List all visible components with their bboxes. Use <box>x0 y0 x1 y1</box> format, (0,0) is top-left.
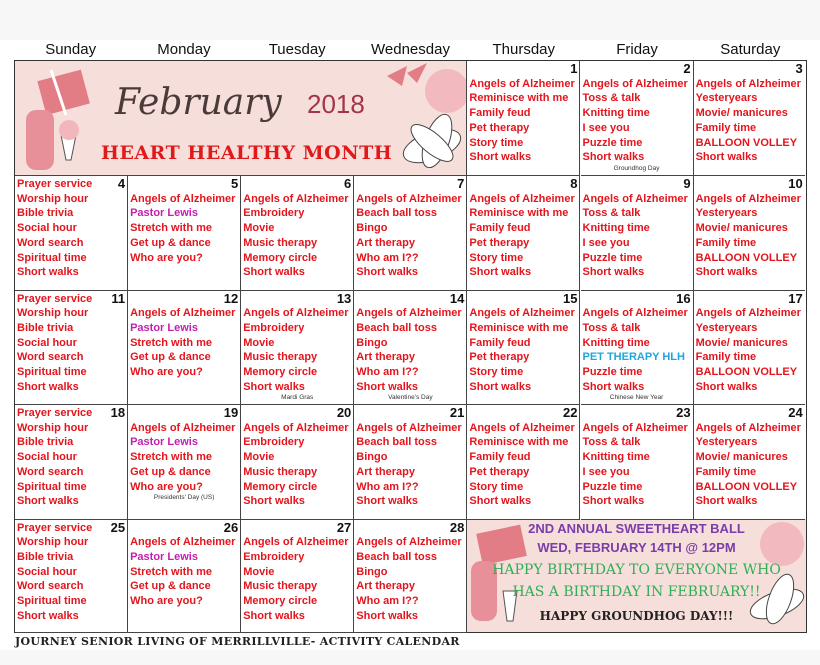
day-number: 13 <box>336 290 352 306</box>
activity-item: Word search <box>17 236 84 249</box>
activity-item: Who am I?? <box>356 480 419 493</box>
activity-item: Angels of Alzheimer <box>582 307 688 320</box>
activity-item: Worship hour <box>17 307 89 320</box>
day-cell-11[interactable] <box>15 291 128 406</box>
activity-item: Social hour <box>17 222 77 235</box>
activity-item: BALLOON VOLLEY <box>695 251 798 264</box>
activity-item: Art therapy <box>356 465 415 478</box>
day-header-thursday: Thursday <box>492 41 556 58</box>
activity-item: Worship hour <box>17 192 89 205</box>
activity-item: Family feud <box>469 222 531 235</box>
activity-item: Angels of Alzheimer <box>243 192 349 205</box>
activity-item: Angels of Alzheimer <box>469 421 575 434</box>
activity-item: Puzzle time <box>582 251 643 264</box>
activity-item: BALLOON VOLLEY <box>695 480 798 493</box>
day-cell-10[interactable] <box>694 176 805 291</box>
activity-item: Memory circle <box>243 480 318 493</box>
day-number: 7 <box>457 176 465 191</box>
activity-item: Movie <box>243 336 275 349</box>
day-cell-4[interactable] <box>15 176 128 291</box>
activity-item: Family feud <box>469 451 531 464</box>
day-cell-28[interactable] <box>354 520 467 633</box>
day-cell-17[interactable] <box>694 291 805 406</box>
activity-item: Beach ball toss <box>356 321 437 334</box>
activity-item: Angels of Alzheimer <box>130 421 236 434</box>
activity-item: Angels of Alzheimer <box>695 192 801 205</box>
activity-item: Angels of Alzheimer <box>695 77 801 90</box>
activity-item: Angels of Alzheimer <box>695 307 801 320</box>
day-number: 17 <box>788 290 803 306</box>
activity-item: Puzzle time <box>582 480 643 493</box>
activity-item: Knitting time <box>582 222 650 235</box>
day-cell-19[interactable] <box>128 405 241 520</box>
groundhog-message: HAPPY GROUNDHOG DAY!!! <box>539 609 734 623</box>
activity-item: Angels of Alzheimer <box>582 421 688 434</box>
activity-item: Toss & talk <box>582 207 641 220</box>
activity-item: Pastor Lewis <box>130 207 198 220</box>
activity-item: Stretch with me <box>130 451 212 464</box>
day-cell-8[interactable] <box>467 176 580 291</box>
holiday-note: Groundhog Day <box>613 164 660 172</box>
holiday-note: Chinese New Year <box>609 394 664 402</box>
activity-item: Short walks <box>582 380 645 393</box>
day-number: 28 <box>449 519 465 535</box>
activity-item: Angels of Alzheimer <box>243 421 349 434</box>
activity-item: Toss & talk <box>582 436 641 449</box>
day-header-friday: Friday <box>616 41 658 58</box>
activity-item: Get up & dance <box>130 465 211 478</box>
days-of-week-header <box>14 40 807 60</box>
activity-item: Family feud <box>469 107 531 120</box>
activity-item: Family time <box>695 351 757 364</box>
activity-item: Who am I?? <box>356 595 419 608</box>
day-number: 10 <box>788 176 803 191</box>
activity-item: Story time <box>469 136 524 149</box>
activity-item: Word search <box>17 351 84 364</box>
day-number: 16 <box>676 290 691 306</box>
activity-item: Angels of Alzheimer <box>695 421 801 434</box>
day-number: 18 <box>110 405 126 420</box>
activity-item: Angels of Alzheimer <box>582 77 688 90</box>
activity-item: Spiritual time <box>17 366 87 379</box>
activity-item: Who are you? <box>130 251 203 264</box>
activity-item: Music therapy <box>243 351 318 364</box>
day-header-wednesday: Wednesday <box>371 41 450 58</box>
activity-item: Knitting time <box>582 451 650 464</box>
activity-item: Prayer service <box>17 292 93 305</box>
day-number: 1 <box>570 61 578 76</box>
activity-item: Social hour <box>17 336 77 349</box>
activity-item: Movie/ manicures <box>695 451 788 464</box>
activity-item: Short walks <box>17 266 79 279</box>
activity-item: Short walks <box>356 495 419 508</box>
day-number: 15 <box>563 290 578 306</box>
activity-item: I see you <box>582 236 630 249</box>
calendar-grid <box>14 60 807 633</box>
activity-item: Prayer service <box>17 407 93 419</box>
activity-item: Movie/ manicures <box>695 222 788 235</box>
day-cell-14[interactable] <box>354 291 467 406</box>
day-number: 27 <box>336 519 352 535</box>
day-number: 3 <box>795 61 803 76</box>
day-cell-7[interactable] <box>354 176 467 291</box>
activity-item: Short walks <box>582 151 645 164</box>
bottom-margin <box>0 650 820 665</box>
activity-item: Yesteryears <box>695 436 758 449</box>
activity-item: Worship hour <box>17 536 89 549</box>
activity-item: Social hour <box>17 451 77 464</box>
day-cell-13[interactable] <box>241 291 354 406</box>
activity-item: Bible trivia <box>17 207 74 220</box>
activity-item: Social hour <box>17 565 77 578</box>
activity-item: Short walks <box>469 495 532 508</box>
activity-item: Angels of Alzheimer <box>469 307 575 320</box>
day-cell-15[interactable] <box>467 291 580 406</box>
day-cell-23[interactable] <box>581 405 694 520</box>
activity-item: Memory circle <box>243 595 318 608</box>
activity-item: Bingo <box>356 222 388 235</box>
flower-butterfly-illustration <box>377 61 467 176</box>
day-number: 9 <box>683 176 691 191</box>
activity-item: Short walks <box>243 380 305 393</box>
day-cell-16[interactable] <box>581 291 694 406</box>
activity-item: Family feud <box>469 336 531 349</box>
day-cell-12[interactable] <box>128 291 241 406</box>
activity-item: Memory circle <box>243 251 318 264</box>
day-number: 23 <box>676 405 691 420</box>
activity-item: Short walks <box>582 266 645 279</box>
activity-item: Short walks <box>356 609 419 622</box>
activity-item: Who am I?? <box>356 366 419 379</box>
activity-item: Short walks <box>17 380 79 393</box>
activity-item: Prayer service <box>17 521 93 534</box>
day-number: 5 <box>230 176 239 191</box>
day-number: 24 <box>788 405 803 420</box>
activity-item: Stretch with me <box>130 565 212 578</box>
activity-item: Stretch with me <box>130 336 212 349</box>
day-header-saturday: Saturday <box>720 41 781 58</box>
activity-item: Embroidery <box>243 207 305 220</box>
activity-item: Story time <box>469 251 524 264</box>
activity-item: Memory circle <box>243 366 318 379</box>
activity-item: Angels of Alzheimer <box>469 77 575 90</box>
birthday-message-line1: HAPPY BIRTHDAY TO EVERYONE WHO <box>492 562 781 578</box>
activity-item: Art therapy <box>356 580 415 593</box>
activity-item: Who am I?? <box>356 251 419 264</box>
activity-item: Short walks <box>469 151 532 164</box>
activity-item: Angels of Alzheimer <box>130 536 236 549</box>
activity-item: Puzzle time <box>582 136 643 149</box>
activity-item: Movie <box>243 451 275 464</box>
birthday-message-line2: HAS A BIRTHDAY IN FEBRUARY!! <box>512 584 761 600</box>
activity-item: Embroidery <box>243 436 305 449</box>
day-cell-25[interactable] <box>15 520 128 633</box>
activity-item: Angels of Alzheimer <box>356 307 462 320</box>
day-number: 20 <box>336 405 352 420</box>
day-cell-22[interactable] <box>467 405 580 520</box>
activity-item: Angels of Alzheimer <box>356 192 462 205</box>
activity-item: Family time <box>695 121 757 134</box>
sweetheart-ball-title: 2ND ANNUAL SWEETHEART BALL <box>528 521 745 536</box>
activity-item: Reminisce with me <box>469 207 569 220</box>
holiday-note: Presidents' Day (US) <box>153 494 215 502</box>
holiday-note: Mardi Gras <box>281 394 314 402</box>
day-number: 8 <box>570 176 578 191</box>
activity-item: Embroidery <box>243 321 305 334</box>
activity-item: Embroidery <box>243 550 305 563</box>
activity-item: Bible trivia <box>17 550 74 563</box>
activity-item: Puzzle time <box>582 366 643 379</box>
activity-item: Short walks <box>356 266 419 279</box>
activity-item: Family time <box>695 236 757 249</box>
day-cell-9[interactable] <box>581 176 694 291</box>
activity-item: Knitting time <box>582 107 650 120</box>
activity-item: Art therapy <box>356 236 415 249</box>
activity-item: Spiritual time <box>17 480 87 493</box>
activity-item: Angels of Alzheimer <box>130 307 236 320</box>
gift-champagne-illustration <box>21 65 101 173</box>
activity-item: PET THERAPY HLH <box>582 351 685 364</box>
activity-item: Who are you? <box>130 595 203 608</box>
activity-item: Yesteryears <box>695 207 758 220</box>
activity-item: Short walks <box>17 495 79 508</box>
day-number: 21 <box>449 405 465 420</box>
day-number: 4 <box>117 176 126 191</box>
day-number: 12 <box>223 290 239 306</box>
activity-item: Short walks <box>243 266 305 279</box>
activity-item: Toss & talk <box>582 321 641 334</box>
activity-item: Reminisce with me <box>469 436 569 449</box>
activity-item: Yesteryears <box>695 321 758 334</box>
activity-item: Pet therapy <box>469 465 530 478</box>
activity-item: Beach ball toss <box>356 550 437 563</box>
activity-item: Bingo <box>356 565 388 578</box>
activity-item: Short walks <box>695 266 758 279</box>
activity-item: Knitting time <box>582 336 650 349</box>
activity-item: Worship hour <box>17 421 89 434</box>
day-number: 22 <box>563 405 578 420</box>
activity-item: Angels of Alzheimer <box>130 192 236 205</box>
top-margin <box>0 0 820 40</box>
activity-item: Short walks <box>695 151 758 164</box>
activity-item: Get up & dance <box>130 351 211 364</box>
activity-item: Pastor Lewis <box>130 321 198 334</box>
activity-item: Angels of Alzheimer <box>469 192 575 205</box>
activity-item: Bible trivia <box>17 436 74 449</box>
day-number: 2 <box>683 61 691 76</box>
activity-item: Pet therapy <box>469 351 530 364</box>
day-cell-3[interactable] <box>694 61 805 176</box>
day-cell-24[interactable] <box>694 405 805 520</box>
activity-item: I see you <box>582 121 630 134</box>
activity-item: Angels of Alzheimer <box>582 192 688 205</box>
month-banner <box>15 61 467 176</box>
day-number: 25 <box>110 519 126 535</box>
activity-item: Family time <box>695 465 757 478</box>
activity-item: Pet therapy <box>469 236 530 249</box>
day-cell-27[interactable] <box>241 520 354 633</box>
day-cell-20[interactable] <box>241 405 354 520</box>
activity-item: Pastor Lewis <box>130 436 198 449</box>
activity-item: Short walks <box>469 380 532 393</box>
activity-item: Angels of Alzheimer <box>356 421 462 434</box>
activity-item: Music therapy <box>243 580 318 593</box>
activity-item: Music therapy <box>243 236 318 249</box>
day-cell-5[interactable] <box>128 176 241 291</box>
day-cell-18[interactable] <box>15 405 128 520</box>
activity-item: Pastor Lewis <box>130 550 198 563</box>
events-banner <box>467 519 806 632</box>
activity-item: Who are you? <box>130 480 203 493</box>
activity-item: Movie/ manicures <box>695 336 788 349</box>
activity-item: Pet therapy <box>469 121 530 134</box>
activity-item: Word search <box>17 580 84 593</box>
activity-item: Short walks <box>469 266 532 279</box>
activity-item: Spiritual time <box>17 595 87 608</box>
day-number: 14 <box>449 290 465 306</box>
activity-item: Beach ball toss <box>356 436 437 449</box>
activity-item: Story time <box>469 480 524 493</box>
activity-item: Word search <box>17 465 84 478</box>
day-cell-21[interactable] <box>354 405 467 520</box>
sweetheart-ball-date: WED, FEBRUARY 14TH @ 12PM <box>537 540 736 555</box>
activity-item: Reminisce with me <box>469 92 569 105</box>
activity-item: Story time <box>469 366 524 379</box>
footer-title: JOURNEY SENIOR LIVING OF MERRILLVILLE- ACTIVITY CALENDAR <box>15 635 460 648</box>
day-header-tuesday: Tuesday <box>268 41 326 58</box>
activity-item: Yesteryears <box>695 92 758 105</box>
activity-item: Bingo <box>356 336 388 349</box>
day-number: 26 <box>223 519 239 535</box>
day-cell-6[interactable] <box>241 176 354 291</box>
activity-item: Movie <box>243 222 275 235</box>
activity-item: Short walks <box>356 380 419 393</box>
banner-year: 2018 <box>307 89 365 119</box>
activity-item: Get up & dance <box>130 580 211 593</box>
activity-item: Angels of Alzheimer <box>356 536 462 549</box>
banner-subtitle: HEART HEALTHY MONTH <box>101 142 393 164</box>
activity-item: Toss & talk <box>582 92 641 105</box>
activity-item: Short walks <box>582 495 645 508</box>
activity-item: Angels of Alzheimer <box>243 307 349 320</box>
activity-item: Short walks <box>17 609 79 622</box>
holiday-note: Valentine's Day <box>388 394 433 402</box>
activity-item: BALLOON VOLLEY <box>695 136 798 149</box>
day-number: 6 <box>344 176 352 191</box>
day-header-sunday: Sunday <box>45 41 97 58</box>
activity-item: Prayer service <box>17 178 93 190</box>
day-header-monday: Monday <box>157 41 211 58</box>
day-cell-26[interactable] <box>128 520 241 633</box>
activity-item: Bingo <box>356 451 388 464</box>
activity-item: Spiritual time <box>17 251 87 264</box>
activity-item: Angels of Alzheimer <box>243 536 349 549</box>
activity-item: Music therapy <box>243 465 318 478</box>
activity-item: Movie/ manicures <box>695 107 788 120</box>
activity-item: Art therapy <box>356 351 415 364</box>
activity-item: BALLOON VOLLEY <box>695 366 798 379</box>
activity-item: Reminisce with me <box>469 321 569 334</box>
activity-item: Who are you? <box>130 366 203 379</box>
activity-item: Short walks <box>243 495 305 508</box>
activity-item: Movie <box>243 565 275 578</box>
activity-item: Get up & dance <box>130 236 211 249</box>
day-number: 11 <box>111 290 126 306</box>
day-cell-2[interactable] <box>581 61 694 176</box>
activity-item: Beach ball toss <box>356 207 437 220</box>
activity-item: Short walks <box>243 609 305 622</box>
day-cell-1[interactable] <box>467 61 580 176</box>
activity-item: I see you <box>582 465 630 478</box>
activity-item: Short walks <box>695 495 758 508</box>
activity-item: Stretch with me <box>130 222 212 235</box>
activity-item: Bible trivia <box>17 321 74 334</box>
activity-item: Short walks <box>695 380 758 393</box>
day-number: 19 <box>223 405 239 420</box>
banner-month: February <box>115 82 282 123</box>
